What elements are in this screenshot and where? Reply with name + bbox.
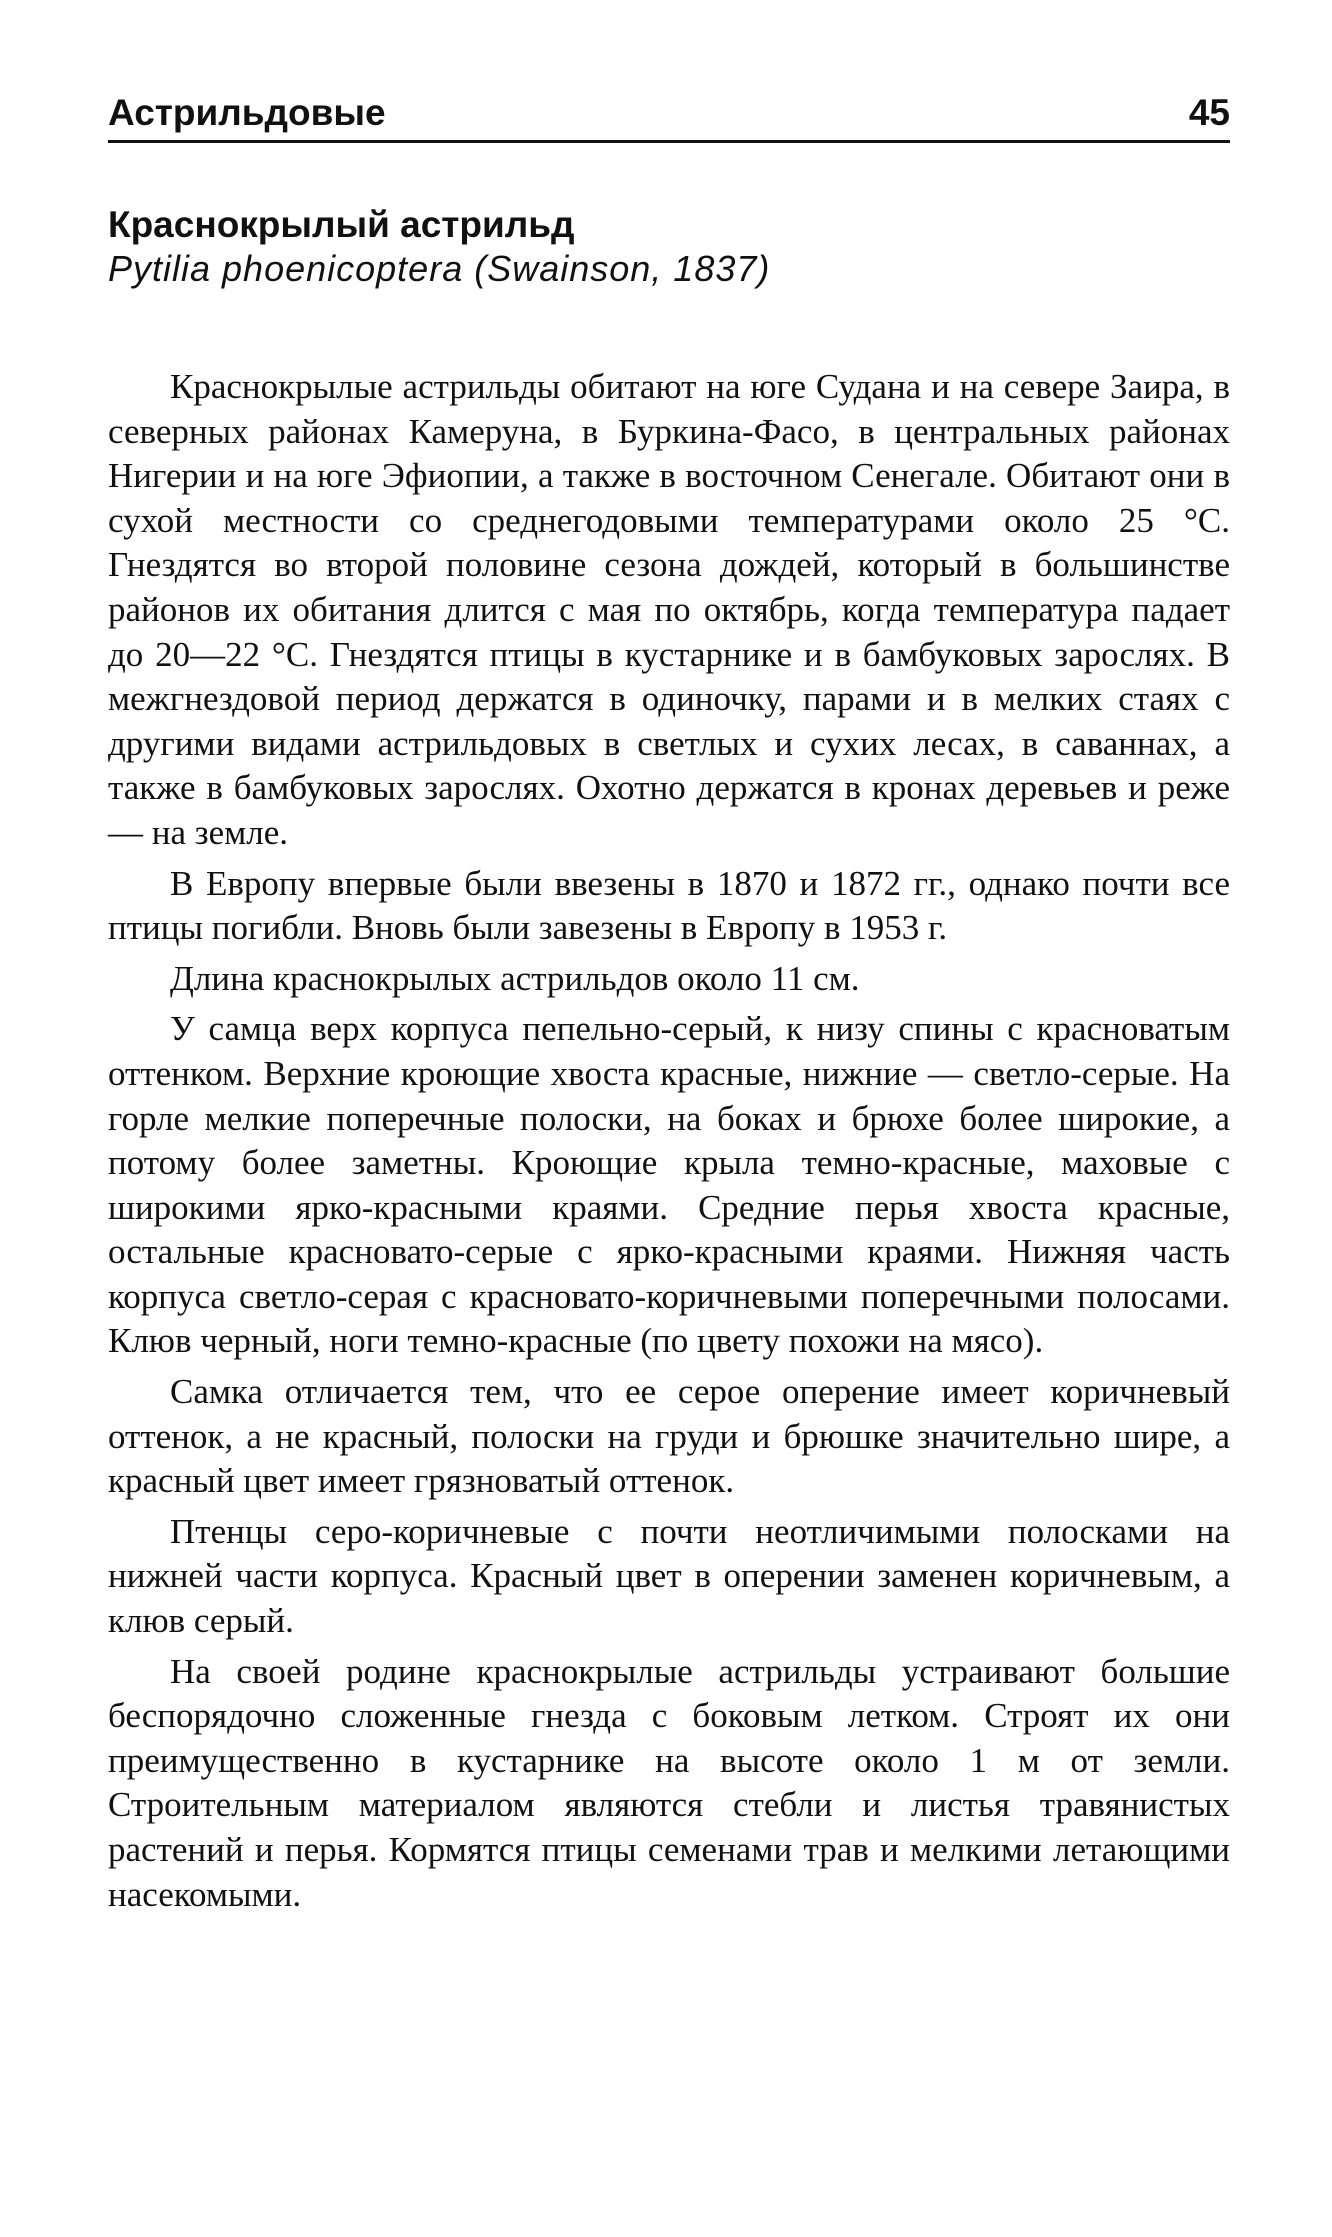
species-latin-name: Pytilia phoenicoptera (Swainson, 1837) [108, 248, 771, 289]
paragraph-female-description: Самка отличается тем, что ее серое оперение имеет коричневый оттенок, а не красный, полоски на груди и брюшке значительно шире, а красный цвет имеет грязноватый оттенок. [108, 1372, 1230, 1501]
article-body [108, 365, 1230, 1917]
section-title: Астрильдовые [108, 92, 386, 133]
article-heading [108, 203, 1230, 291]
species-title: Краснокрылый астрильд [108, 204, 575, 245]
page-number: 45 [1188, 92, 1230, 133]
paragraph-length: Длина краснокрылых астрильдов около 11 см. [170, 958, 860, 998]
paragraph-chicks-description: Птенцы серо-коричневые с почти неотличимыми полосками на нижней части корпуса. Красный цвет в оперении заменен коричневым, а клюв серый. [108, 1511, 1230, 1641]
paragraph-import-history: В Европу впервые были ввезены в 1870 и 1872 гг., однако почти все птицы погибли. Вновь были завезены в Европу в 1953 г. [108, 863, 1230, 948]
book-page [108, 92, 1230, 1923]
paragraph-male-description: У самца верх корпуса пепельно-серый, к низу спины с красноватым оттенком. Верхние кроющие хвоста красные, нижние — светло-серые. На горле мелкие поперечные полоски, на боках и брюхе более широкие, а потому более заметны. Кроющие крыла темно-красные, маховые с широкими ярко-красными краями. Средние перья хвоста красные, остальные красновато-серые с ярко-красными краями. Нижняя часть корпуса светло-серая с красновато-коричневыми поперечными полосами. Клюв черный, ноги темно-красные (по цвету похожи на мясо). [108, 1009, 1230, 1361]
paragraph-habitat: Краснокрылые астрильды обитают на юге Судана и на севере Заира, в северных районах Камеруна, в Буркина-Фасо, в центральных районах Нигерии и на юге Эфиопии, а также в восточном Сенегале. Обитают они в сухой местности со среднегодовыми температурами около 25 °С. Гнездятся во второй половине сезона дождей, который в большинстве районов их обитания длится с мая по октябрь, когда температура падает до 20—22 °С. Гнездятся птицы в кустарнике и в бамбуковых зарослях. В межгнездовой период держатся в одиночку, парами и в мелких стаях с другими видами астрильдовых в светлых и сухих лесах, в саваннах, а также в бамбуковых зарослях. Охотно держатся в кронах деревьев и реже — на земле. [108, 367, 1230, 852]
paragraph-nesting: На своей родине краснокрылые астрильды устраивают большие беспорядочно сложенные гнезда с боковым летком. Строят их они преимущественно в кустарнике на высоте около 1 м от земли. Строительным материалом являются стебли и листья травянистых растений и перья. Кормятся птицы семенами трав и мелкими летающими насекомыми. [108, 1651, 1230, 1914]
running-header [108, 92, 1230, 143]
